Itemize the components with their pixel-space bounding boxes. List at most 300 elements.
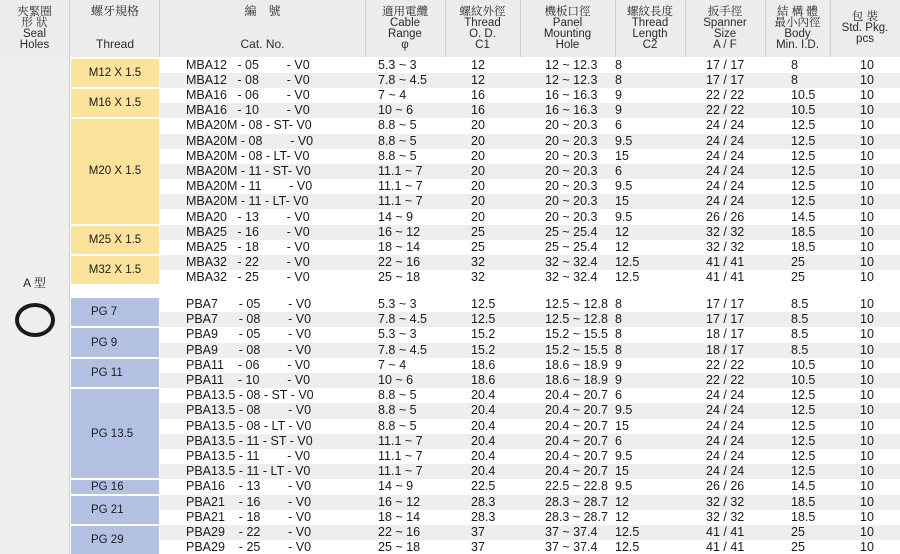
cell-hole: 28.3 ~ 28.7 — [545, 494, 608, 509]
cell-id: 10.5 — [791, 357, 816, 372]
header-cable-line: Range — [388, 27, 422, 40]
table-row — [160, 179, 900, 194]
cell-cable: 5.3 ~ 3 — [378, 57, 417, 72]
cell-id: 12.5 — [791, 449, 816, 463]
cell-od: 20.4 — [471, 403, 496, 418]
cell-cable: 25 ~ 18 — [378, 270, 421, 285]
cell-len: 12 — [615, 509, 629, 524]
cell-cat: PBA13.5 - 08 - V0 — [186, 403, 312, 418]
table-row — [160, 540, 900, 554]
table-row — [160, 419, 900, 434]
header-seal-holes — [0, 0, 69, 57]
cell-pkg: 10 — [860, 373, 874, 387]
cell-id: 12.5 — [791, 179, 816, 194]
cell-af: 24 / 24 — [706, 118, 745, 133]
cell-id: 18.5 — [791, 494, 816, 509]
thread-group-cell — [71, 480, 159, 493]
table-row — [160, 88, 900, 103]
table-row — [160, 373, 900, 388]
cell-cat: PBA7 - 05 - V0 — [186, 297, 312, 311]
cell-pkg: 10 — [860, 103, 874, 118]
table-row — [160, 479, 900, 494]
cell-pkg: 10 — [860, 540, 874, 554]
thread-label: M16 X 1.5 — [88, 97, 142, 110]
header-pkg-line: Std. Pkg. — [841, 22, 889, 34]
cell-hole: 25 ~ 25.4 — [545, 224, 598, 239]
cell-id: 12.5 — [791, 403, 816, 418]
cell-pkg: 10 — [860, 194, 874, 209]
cell-id: 8.5 — [791, 327, 809, 342]
cell-len: 12 — [615, 239, 629, 254]
cell-len: 9.5 — [615, 209, 633, 224]
cell-pkg: 10 — [860, 163, 874, 178]
cell-len: 9.5 — [615, 133, 633, 148]
table-row — [160, 149, 900, 164]
cell-cat: PBA21 - 16 - V0 — [186, 494, 312, 509]
cell-len: 9.5 — [615, 403, 633, 418]
cell-id: 8.5 — [791, 342, 809, 357]
cell-len: 12.5 — [615, 270, 640, 285]
cell-cat: MBA20M - 11 - ST- V0 — [186, 163, 311, 178]
table-row — [160, 134, 900, 149]
cell-af: 17 / 17 — [706, 297, 745, 311]
thread-group-cell — [71, 359, 159, 387]
column-divider — [615, 0, 616, 57]
cell-len: 15 — [615, 148, 629, 163]
cell-hole: 12 ~ 12.3 — [545, 72, 598, 87]
cell-af: 26 / 26 — [706, 479, 745, 494]
thread-label: PG 7 — [91, 306, 118, 319]
cell-af: 41 / 41 — [706, 540, 745, 554]
table-row — [160, 225, 900, 240]
cell-len: 8 — [615, 342, 622, 357]
cell-hole: 18.6 ~ 18.9 — [545, 357, 608, 372]
cell-cable: 11.1 ~ 7 — [378, 163, 423, 178]
cell-cable: 18 ~ 14 — [378, 509, 421, 524]
column-divider — [830, 0, 831, 57]
header-seal-line: Holes — [19, 38, 50, 51]
cell-pkg: 10 — [860, 133, 874, 148]
cell-af: 32 / 32 — [706, 224, 745, 239]
cell-af: 24 / 24 — [706, 179, 745, 194]
cell-id: 10.5 — [791, 87, 816, 102]
header-seal-line: 夾緊圈 — [17, 5, 52, 18]
cell-od: 20 — [471, 133, 485, 148]
cell-id: 12.5 — [791, 163, 816, 178]
cell-len: 12.5 — [615, 540, 640, 554]
cell-pkg: 10 — [860, 209, 874, 224]
cell-cat: PBA13.5 - 11 - ST - V0 — [186, 433, 313, 448]
cell-od: 32 — [471, 255, 485, 270]
header-hole-line: 機板口徑 — [544, 5, 591, 18]
table-row — [160, 464, 900, 479]
column-divider — [445, 0, 446, 57]
header-body-min-id — [765, 0, 830, 57]
cell-pkg: 10 — [860, 179, 874, 194]
cell-len: 15 — [615, 194, 629, 209]
cell-cable: 11.1 ~ 7 — [378, 194, 423, 209]
cell-cat: MBA25 - 16 - V0 — [186, 224, 310, 239]
header-id-line: Min. I.D. — [776, 38, 819, 51]
cell-pkg: 10 — [860, 57, 874, 72]
table-row — [160, 270, 900, 285]
header-thread-od — [445, 0, 520, 57]
cell-od: 20.4 — [471, 433, 496, 448]
cell-af: 24 / 24 — [706, 133, 745, 148]
cell-hole: 20.4 ~ 20.7 — [545, 388, 608, 403]
header-od-line: O. D. — [469, 27, 496, 40]
cell-od: 22.5 — [471, 479, 496, 494]
thread-label: PG 11 — [91, 366, 123, 379]
thread-group-cell — [71, 226, 159, 254]
cell-od: 18.6 — [471, 373, 496, 387]
cell-cable: 16 ~ 12 — [378, 494, 421, 509]
cell-hole: 16 ~ 16.3 — [545, 87, 598, 102]
cell-cable: 14 ~ 9 — [378, 479, 414, 494]
cell-pkg: 10 — [860, 255, 874, 270]
header-id-line: 結 構 體 — [777, 5, 818, 18]
cell-len: 9.5 — [615, 449, 633, 463]
cell-af: 32 / 32 — [706, 509, 745, 524]
cell-od: 20.4 — [471, 464, 496, 479]
cell-od: 20 — [471, 118, 485, 133]
cell-id: 12.5 — [791, 464, 816, 479]
header-af-line: 扳手徑 — [707, 5, 743, 18]
cell-cat: PBA9 - 05 - V0 — [186, 327, 312, 342]
column-divider — [159, 0, 160, 57]
cell-id: 12.5 — [791, 388, 816, 403]
header-pkg-line: pcs — [856, 33, 874, 45]
cell-od: 28.3 — [471, 509, 496, 524]
cell-od: 16 — [471, 103, 485, 118]
header-thread — [70, 0, 160, 57]
cell-hole: 20 ~ 20.3 — [545, 148, 598, 163]
column-divider — [520, 0, 521, 57]
cell-hole: 37 ~ 37.4 — [545, 525, 598, 539]
cell-cat: PBA11 - 06 - V0 — [186, 357, 311, 372]
cell-cable: 8.8 ~ 5 — [378, 118, 417, 133]
header-cable-line: Cable — [389, 16, 421, 29]
thread-group-cell — [71, 119, 159, 223]
cell-pkg: 10 — [860, 342, 874, 357]
cell-cable: 7.8 ~ 4.5 — [378, 72, 427, 87]
cell-cable: 18 ~ 14 — [378, 239, 421, 254]
cell-od: 15.2 — [471, 327, 496, 342]
cell-od: 12.5 — [471, 312, 496, 327]
table-row — [160, 194, 900, 209]
cell-af: 24 / 24 — [706, 194, 745, 209]
cell-cat: PBA9 - 08 - V0 — [186, 342, 312, 357]
cell-cable: 8.8 ~ 5 — [378, 418, 417, 433]
cell-od: 37 — [471, 525, 485, 539]
cell-id: 8.5 — [791, 312, 809, 327]
cell-af: 41 / 41 — [706, 270, 745, 285]
cell-pkg: 10 — [860, 87, 874, 102]
cell-len: 12.5 — [615, 255, 640, 270]
header-seal-line: Seal — [22, 27, 47, 40]
cell-cable: 10 ~ 6 — [378, 103, 414, 118]
header-cable-line: 適用電纜 — [382, 5, 428, 18]
header-thread-zh: 螺牙規格 — [90, 4, 139, 18]
table-row — [160, 164, 900, 179]
cell-id: 12.5 — [791, 433, 816, 448]
cell-od: 20 — [471, 163, 485, 178]
cell-id: 12.5 — [791, 194, 816, 209]
seal-type-label: A 型 — [23, 276, 46, 290]
thread-group-cell — [71, 389, 159, 478]
cell-len: 9 — [615, 87, 622, 102]
thread-label: PG 21 — [91, 503, 124, 516]
cell-id: 14.5 — [791, 209, 816, 224]
thread-group-cell — [71, 496, 159, 524]
cell-cat: MBA20M - 11 - V0 — [186, 179, 313, 194]
cell-od: 37 — [471, 540, 485, 554]
thread-label: PG 16 — [91, 480, 124, 493]
header-od-line: Thread — [464, 16, 501, 29]
cell-cable: 5.3 ~ 3 — [378, 297, 417, 311]
cell-id: 14.5 — [791, 479, 816, 494]
cell-len: 6 — [615, 388, 622, 403]
cell-pkg: 10 — [860, 312, 874, 327]
cell-pkg: 10 — [860, 270, 874, 285]
header-cable-range — [365, 0, 445, 57]
thread-label: M25 X 1.5 — [88, 233, 142, 246]
cell-pkg: 10 — [860, 494, 874, 509]
header-len-line: C2 — [642, 38, 658, 51]
header-id-line: 最小內徑 — [774, 16, 821, 29]
cell-af: 22 / 22 — [706, 373, 745, 387]
cell-cable: 10 ~ 6 — [378, 373, 414, 387]
thread-group-cell — [71, 256, 159, 284]
cell-od: 20.4 — [471, 418, 496, 433]
cell-od: 18.6 — [471, 357, 496, 372]
cell-cat: MBA20M - 08 - V0 — [186, 133, 314, 148]
table-row — [160, 403, 900, 418]
cell-cable: 5.3 ~ 3 — [378, 327, 417, 342]
cell-pkg: 10 — [860, 418, 874, 433]
cell-cat: MBA20M - 11 - LT- V0 — [186, 194, 309, 209]
header-len-line: Length — [632, 27, 668, 40]
cell-cat: PBA29 - 25 - V0 — [186, 540, 312, 554]
table-row — [160, 58, 900, 73]
thread-group-cell — [71, 298, 159, 326]
cell-af: 41 / 41 — [706, 525, 745, 539]
table-row — [160, 388, 900, 403]
cell-hole: 12.5 ~ 12.8 — [545, 312, 608, 327]
cell-cable: 7.8 ~ 4.5 — [378, 342, 427, 357]
cell-pkg: 10 — [860, 239, 874, 254]
table-row — [160, 255, 900, 270]
cell-pkg: 10 — [860, 148, 874, 163]
table-row — [160, 510, 900, 525]
cell-od: 20.4 — [471, 449, 496, 463]
cell-hole: 15.2 ~ 15.5 — [545, 342, 608, 357]
cell-cat: PBA29 - 22 - V0 — [186, 525, 312, 539]
table-row — [160, 297, 900, 312]
table-row — [160, 327, 900, 342]
cell-pkg: 10 — [860, 479, 874, 494]
cell-od: 20 — [471, 179, 485, 194]
cell-len: 6 — [615, 118, 622, 133]
column-divider — [765, 0, 766, 57]
cell-af: 17 / 17 — [706, 312, 745, 327]
cell-af: 26 / 26 — [706, 209, 745, 224]
table-row — [160, 343, 900, 358]
cell-cable: 11.1 ~ 7 — [378, 179, 423, 194]
thread-group-cell — [71, 89, 159, 117]
cell-len: 12.5 — [615, 525, 640, 539]
cell-cat: MBA25 - 18 - V0 — [186, 239, 310, 254]
header-hole-line: Hole — [555, 38, 580, 51]
cell-hole: 20 ~ 20.3 — [545, 179, 598, 194]
cell-len: 8 — [615, 57, 622, 72]
cell-cable: 11.1 ~ 7 — [378, 433, 423, 448]
thread-label: PG 9 — [91, 336, 118, 349]
cell-cable: 7.8 ~ 4.5 — [378, 312, 427, 327]
thread-group-cell — [71, 59, 159, 87]
cell-id: 8.5 — [791, 297, 809, 311]
cell-od: 16 — [471, 87, 485, 102]
cell-cable: 22 ~ 16 — [378, 255, 421, 270]
cell-cable: 8.8 ~ 5 — [378, 148, 417, 163]
cell-af: 22 / 22 — [706, 357, 745, 372]
column-divider — [69, 0, 70, 554]
cell-cable: 7 ~ 4 — [378, 357, 407, 372]
cell-cat: MBA20 - 13 - V0 — [186, 209, 310, 224]
header-cable-line: φ — [401, 38, 409, 51]
cell-pkg: 10 — [860, 449, 874, 463]
cell-len: 15 — [615, 464, 629, 479]
cell-hole: 20 ~ 20.3 — [545, 133, 598, 148]
cell-pkg: 10 — [860, 224, 874, 239]
cell-len: 6 — [615, 163, 622, 178]
cell-od: 32 — [471, 270, 485, 285]
cell-id: 25 — [791, 525, 805, 539]
cell-pkg: 10 — [860, 403, 874, 418]
table-row — [160, 434, 900, 449]
cell-id: 10.5 — [791, 373, 816, 387]
cell-od: 20 — [471, 209, 485, 224]
cell-hole: 22.5 ~ 22.8 — [545, 479, 608, 494]
cell-cable: 11.1 ~ 7 — [378, 464, 423, 479]
cell-hole: 20 ~ 20.3 — [545, 209, 598, 224]
cell-len: 9.5 — [615, 479, 633, 494]
thread-label: M32 X 1.5 — [88, 264, 142, 277]
header-id-line: Body — [784, 27, 811, 40]
cell-id: 12.5 — [791, 133, 816, 148]
header-cat-en: Cat. No. — [240, 37, 285, 51]
cell-cat: PBA13.5 - 11 - LT - V0 — [186, 464, 311, 479]
header-pkg-line: 包 裝 — [851, 11, 879, 23]
table-row — [160, 312, 900, 327]
cell-len: 8 — [615, 312, 622, 327]
cell-cat: MBA16 - 06 - V0 — [186, 87, 310, 102]
cell-hole: 20.4 ~ 20.7 — [545, 418, 608, 433]
cell-pkg: 10 — [860, 297, 874, 311]
cell-hole: 20.4 ~ 20.7 — [545, 403, 608, 418]
o-ring-icon — [15, 303, 55, 337]
cell-len: 8 — [615, 297, 622, 311]
cell-pkg: 10 — [860, 464, 874, 479]
cell-len: 8 — [615, 72, 622, 87]
cell-cat: PBA7 - 08 - V0 — [186, 312, 312, 327]
cell-cat: PBA16 - 13 - V0 — [186, 479, 312, 494]
cell-cat: MBA16 - 10 - V0 — [186, 103, 310, 118]
cell-od: 28.3 — [471, 494, 496, 509]
cell-cable: 25 ~ 18 — [378, 540, 421, 554]
cell-len: 9 — [615, 357, 622, 372]
cell-af: 32 / 32 — [706, 494, 745, 509]
cell-pkg: 10 — [860, 433, 874, 448]
cell-id: 18.5 — [791, 239, 816, 254]
header-len-line: 螺紋長度 — [627, 5, 673, 18]
cell-hole: 32 ~ 32.4 — [545, 255, 598, 270]
cell-af: 17 / 17 — [706, 72, 745, 87]
header-od-line: C1 — [475, 38, 490, 51]
cell-af: 18 / 17 — [706, 327, 745, 342]
cell-cable: 11.1 ~ 7 — [378, 449, 423, 463]
thread-label: M12 X 1.5 — [88, 66, 142, 79]
cell-id: 8 — [791, 72, 798, 87]
header-cat-zh: 編 號 — [244, 4, 281, 18]
cell-cat: MBA20M - 08 - ST- V0 — [186, 118, 312, 133]
cell-cable: 7 ~ 4 — [378, 87, 407, 102]
cell-hole: 28.3 ~ 28.7 — [545, 509, 608, 524]
cell-od: 25 — [471, 239, 485, 254]
cell-pkg: 10 — [860, 525, 874, 539]
cell-id: 25 — [791, 540, 805, 554]
cell-pkg: 10 — [860, 72, 874, 87]
cell-af: 24 / 24 — [706, 388, 745, 403]
cell-af: 17 / 17 — [706, 57, 745, 72]
cell-pkg: 10 — [860, 327, 874, 342]
cell-od: 15.2 — [471, 342, 496, 357]
header-panel-hole — [520, 0, 615, 57]
header-cat-no — [160, 0, 365, 57]
cell-af: 24 / 24 — [706, 418, 745, 433]
cell-od: 12 — [471, 72, 485, 87]
cell-cat: PBA11 - 10 - V0 — [186, 373, 311, 387]
thread-label: M20 X 1.5 — [88, 165, 142, 178]
cell-hole: 18.6 ~ 18.9 — [545, 373, 608, 387]
column-divider — [365, 0, 366, 57]
cell-hole: 20.4 ~ 20.7 — [545, 449, 608, 463]
column-divider — [685, 0, 686, 57]
cell-pkg: 10 — [860, 388, 874, 403]
cell-hole: 37 ~ 37.4 — [545, 540, 598, 554]
table-row — [160, 449, 900, 464]
header-af-line: Spanner — [703, 16, 747, 29]
cell-pkg: 10 — [860, 357, 874, 372]
table-row — [160, 210, 900, 225]
cell-hole: 15.2 ~ 15.5 — [545, 327, 608, 342]
cell-id: 18.5 — [791, 224, 816, 239]
cell-af: 18 / 17 — [706, 342, 745, 357]
header-od-line: 螺紋外徑 — [459, 5, 506, 18]
cell-hole: 32 ~ 32.4 — [545, 270, 598, 285]
thread-label: PG 29 — [91, 534, 124, 547]
cell-cat: PBA13.5 - 11 - V0 — [186, 449, 311, 463]
cell-cat: PBA13.5 - 08 - ST - V0 — [186, 388, 314, 403]
header-af-line: A / F — [713, 38, 737, 51]
cell-od: 25 — [471, 224, 485, 239]
cell-od: 12.5 — [471, 297, 496, 311]
cell-len: 12 — [615, 494, 629, 509]
cell-af: 24 / 24 — [706, 449, 745, 463]
cell-len: 6 — [615, 433, 622, 448]
table-row — [160, 525, 900, 540]
thread-label: PG 13.5 — [91, 427, 134, 440]
